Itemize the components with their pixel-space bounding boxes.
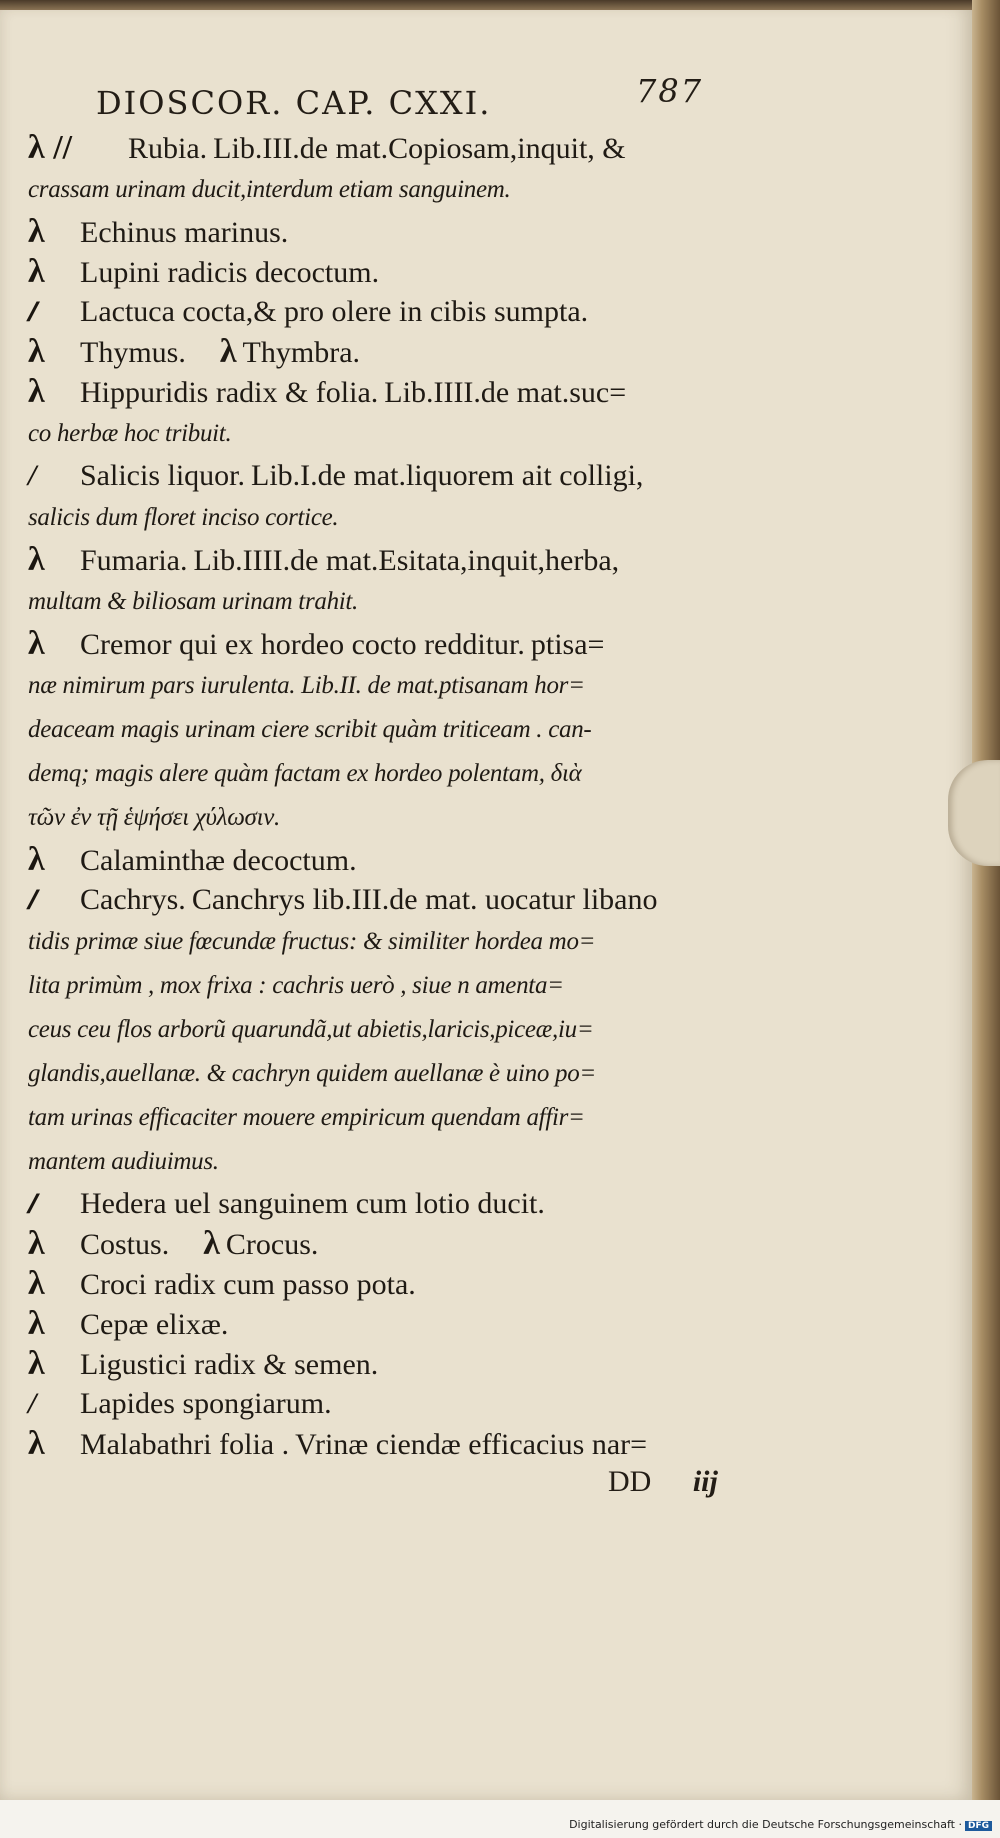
slash-marginal-mark: //: [28, 1187, 31, 1220]
entry-text: Salicis liquor.: [80, 459, 245, 492]
text-line: [28, 964, 758, 1008]
commentary-text: Lib.III.de mat.Copiosam,inquit, &: [213, 132, 626, 165]
commentary-continuation: multam & biliosam urinam trahit.: [28, 588, 359, 615]
commentary-text: Lib.I.de mat.liquorem ait colligi,: [251, 459, 644, 492]
commentary-text: Canchrys lib.III.de mat. uocatur libano: [191, 883, 658, 916]
text-line: [28, 456, 758, 496]
lambda-marginal-mark: λ: [28, 253, 45, 290]
text-line: [28, 212, 758, 252]
text-line: [28, 880, 758, 920]
text-line: [28, 1008, 758, 1052]
dfg-logo: DFG: [965, 1821, 992, 1831]
text-line: [28, 540, 758, 580]
slash-marginal-mark: //: [28, 883, 31, 916]
text-line: [28, 708, 758, 752]
lambda-marginal-mark: λ: [28, 841, 45, 878]
entry-text: Rubia.: [128, 132, 208, 165]
commentary-continuation: deaceam magis urinam ciere scribit quàm triticeam . can-: [28, 716, 592, 743]
text-line: [28, 412, 758, 456]
entry-text: Cachrys.: [80, 883, 186, 916]
signature-letters: DD: [608, 1465, 652, 1498]
signature-numeral: iij: [692, 1465, 718, 1498]
commentary-continuation: crassam urinam ducit,interdum etiam sanguinem.: [28, 176, 511, 203]
text-line: [28, 1184, 758, 1224]
text-line: [28, 332, 758, 372]
book-fore-edge: [972, 0, 1000, 1800]
entry-text: Lactuca cocta,& pro olere in cibis sumpta.: [80, 295, 589, 328]
slash-marginal-mark: /: [28, 459, 30, 492]
commentary-continuation: τῶν ἐν τῇ ἑψήσει χύλωσιν.: [28, 804, 280, 831]
text-line: [28, 128, 758, 168]
entry-text-second: Crocus.: [225, 1228, 319, 1261]
entry-text: Hedera uel sanguinem cum lotio ducit.: [80, 1187, 545, 1220]
commentary-continuation: næ nimirum pars iurulenta. Lib.II. de mat.ptisanam hor=: [28, 672, 585, 699]
lambda-marginal-mark: λ: [28, 625, 45, 662]
commentary-continuation: ceus ceu flos arborũ quarundã,ut abietis,laricis,piceæ,iu=: [28, 1016, 594, 1043]
entry-text-second: Thymbra.: [242, 336, 361, 369]
text-line: [28, 840, 758, 880]
entry-text: Thymus.: [80, 336, 186, 369]
scan-top-edge: [0, 0, 1000, 10]
credit-text: Digitalisierung gefördert durch die Deutsche Forschungsgemeinschaft ·: [569, 1818, 962, 1831]
entry-text: Costus.: [80, 1228, 170, 1261]
text-line: [28, 1052, 758, 1096]
text-line: [28, 1384, 758, 1424]
lambda-marginal-mark: λ: [28, 213, 45, 250]
text-line: [28, 752, 758, 796]
entry-text: Ligustici radix & semen.: [80, 1348, 379, 1381]
entry-text: Hippuridis radix & folia.: [80, 376, 379, 409]
commentary-continuation: salicis dum floret inciso cortice.: [28, 504, 339, 531]
text-line: [28, 1304, 758, 1344]
lambda-marginal-mark: λ: [28, 373, 45, 410]
lambda-inline-mark: λ: [203, 1225, 220, 1262]
text-line: [28, 1264, 758, 1304]
lambda-inline-mark: λ: [219, 333, 237, 370]
text-line: [28, 1096, 758, 1140]
slash-marginal-mark: //: [28, 295, 31, 328]
commentary-continuation: tam urinas efficaciter mouere empiricum quendam affir=: [28, 1104, 585, 1131]
lambda-marginal-mark: λ: [28, 1425, 45, 1462]
text-line: [28, 1344, 758, 1384]
entry-text: Lupini radicis decoctum.: [80, 256, 380, 289]
text-block: [28, 128, 758, 1464]
lambda-marginal-mark: λ: [28, 541, 45, 578]
signature-mark: [608, 1465, 718, 1499]
slash-marginal-mark: /: [28, 1387, 30, 1420]
folio-number: 787: [636, 72, 704, 110]
commentary-text: Vrinæ ciendæ efficacius nar=: [295, 1428, 648, 1461]
commentary-continuation: co herbæ hoc tribuit.: [28, 420, 232, 447]
lambda-marginal-mark: λ: [28, 1305, 45, 1342]
page-tab: [948, 760, 1000, 866]
entry-text: Fumaria.: [80, 544, 188, 577]
lambda-marginal-mark: λ //: [28, 129, 73, 166]
commentary-continuation: glandis,auellanæ. & cachryn quidem auellanæ è uino po=: [28, 1060, 596, 1087]
commentary-text: Lib.IIII.de mat.suc=: [384, 376, 627, 409]
entry-text: Echinus marinus.: [80, 216, 289, 249]
digitization-credit: [569, 1818, 992, 1831]
text-line: [28, 580, 758, 624]
entry-text: Croci radix cum passo pota.: [80, 1268, 416, 1301]
text-line: [28, 372, 758, 412]
lambda-marginal-mark: λ: [28, 333, 45, 370]
text-line: [28, 168, 758, 212]
text-line: [28, 252, 758, 292]
commentary-text: ptisa=: [530, 628, 605, 661]
header-title: DIOSCOR. CAP. CXXI.: [96, 84, 492, 122]
text-line: [28, 664, 758, 708]
entry-text: Lapides spongiarum.: [80, 1387, 332, 1420]
text-line: [28, 1224, 758, 1264]
lambda-marginal-mark: λ: [28, 1225, 45, 1262]
text-line: [28, 920, 758, 964]
entry-text: Malabathri folia .: [80, 1428, 290, 1461]
text-line: [28, 1140, 758, 1184]
commentary-continuation: lita primùm , mox frixa : cachris uerò , siue n amenta=: [28, 972, 564, 999]
commentary-continuation: demq; magis alere quàm factam ex hordeo polentam, διὰ: [28, 760, 582, 787]
lambda-marginal-mark: λ: [28, 1345, 45, 1382]
lambda-marginal-mark: λ: [28, 1265, 45, 1302]
text-line: [28, 624, 758, 664]
entry-text: Cremor qui ex hordeo cocto redditur.: [80, 628, 525, 661]
entry-text: Cepæ elixæ.: [80, 1308, 229, 1341]
running-header: [96, 72, 756, 134]
text-line: [28, 1424, 758, 1464]
commentary-continuation: tidis primæ siue fœcundæ fructus: & similiter hordea mo=: [28, 928, 596, 955]
text-line: [28, 796, 758, 840]
commentary-continuation: mantem audiuimus.: [28, 1148, 219, 1175]
commentary-text: Lib.IIII.de mat.Esitata,inquit,herba,: [193, 544, 620, 577]
text-line: [28, 292, 758, 332]
text-line: [28, 496, 758, 540]
entry-text: Calaminthæ decoctum.: [80, 844, 357, 877]
